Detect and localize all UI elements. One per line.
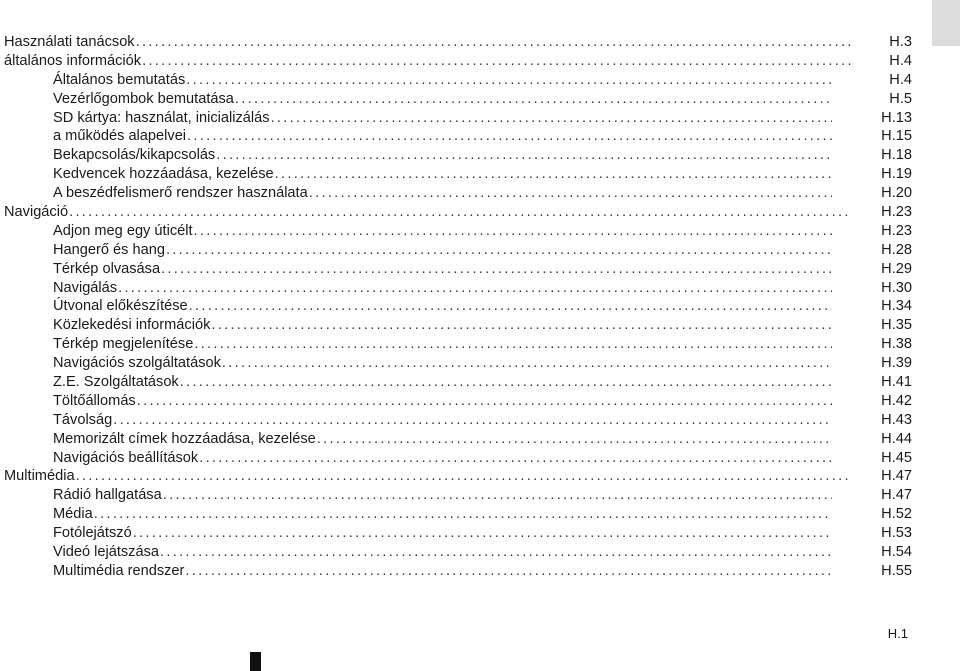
- toc-dot-leader: [136, 33, 852, 52]
- chapter-tab-marker: [932, 0, 960, 46]
- toc-entry-page: H.39: [881, 355, 912, 372]
- toc-entry-page: H.55: [881, 562, 912, 579]
- toc-entry-page: H.29: [881, 260, 912, 277]
- toc-entry-leader: [53, 260, 832, 279]
- toc-entry-leader: [53, 505, 832, 524]
- toc-dot-leader: [133, 524, 832, 543]
- toc-entry[interactable]: [4, 165, 912, 184]
- toc-entry[interactable]: [4, 52, 912, 71]
- toc-dot-leader: [180, 373, 832, 392]
- toc-dot-leader: [194, 335, 832, 354]
- toc-entry-title: Vezérlőgombok bemutatása: [53, 90, 234, 107]
- toc-entry[interactable]: [4, 543, 912, 562]
- toc-entry[interactable]: [4, 222, 912, 241]
- toc-entry-title: a működés alapelvei: [53, 128, 187, 145]
- toc-entry[interactable]: [4, 297, 912, 316]
- toc-entry[interactable]: [4, 146, 912, 165]
- toc-entry-leader: [53, 373, 832, 392]
- toc-entry-leader: [53, 109, 832, 128]
- toc-entry-page: H.4: [889, 71, 912, 88]
- toc-entry-leader: [4, 33, 852, 52]
- toc-entry-title: Média: [53, 506, 93, 523]
- toc-entry-title: Töltőállomás: [53, 392, 136, 409]
- toc-entry-page: H.4: [889, 52, 912, 69]
- toc-dot-leader: [189, 297, 832, 316]
- toc-entry[interactable]: [4, 33, 912, 52]
- toc-entry[interactable]: [4, 430, 912, 449]
- toc-entry-leader: [53, 222, 832, 241]
- toc-dot-leader: [142, 52, 852, 71]
- toc-entry[interactable]: [4, 505, 912, 524]
- toc-entry-title: Hangerő és hang: [53, 241, 165, 258]
- toc-entry-title: Térkép megjelenítése: [53, 336, 194, 353]
- toc-entry[interactable]: [4, 109, 912, 128]
- toc-entry-title: Navigációs szolgáltatások: [53, 355, 221, 372]
- toc-entry-leader: [53, 411, 832, 430]
- toc-entry-page: H.42: [881, 392, 912, 409]
- toc-entry-page: H.47: [881, 487, 912, 504]
- toc-entry-page: H.19: [881, 166, 912, 183]
- toc-dot-leader: [113, 411, 832, 430]
- binder-mark: [250, 652, 261, 671]
- toc-entry[interactable]: [4, 411, 912, 430]
- toc-entry[interactable]: [4, 467, 912, 486]
- toc-entry-title: Fotólejátszó: [53, 525, 132, 542]
- toc-entry-page: H.41: [881, 374, 912, 391]
- toc-entry-leader: [4, 52, 852, 71]
- toc-entry-page: H.45: [881, 449, 912, 466]
- toc-entry-title: Közlekedési információk: [53, 317, 211, 334]
- toc-entry-leader: [4, 467, 852, 486]
- page-number: H.1: [887, 626, 908, 641]
- toc-entry[interactable]: [4, 71, 912, 90]
- toc-entry-leader: [53, 335, 832, 354]
- toc-dot-leader: [309, 184, 832, 203]
- toc-dot-leader: [222, 354, 832, 373]
- toc-entry-title: Navigáció: [4, 204, 69, 221]
- toc-dot-leader: [271, 109, 832, 128]
- toc-dot-leader: [235, 90, 832, 109]
- toc-entry-leader: [53, 71, 832, 90]
- toc-entry-leader: [53, 127, 832, 146]
- toc-entry-page: H.43: [881, 411, 912, 428]
- toc-dot-leader: [163, 486, 832, 505]
- toc-dot-leader: [94, 505, 832, 524]
- toc-dot-leader: [216, 146, 832, 165]
- toc-entry[interactable]: [4, 184, 912, 203]
- toc-entry[interactable]: [4, 449, 912, 468]
- toc-entry-page: H.5: [889, 90, 912, 107]
- toc-dot-leader: [69, 203, 852, 222]
- toc-entry-page: H.20: [881, 185, 912, 202]
- toc-entry-leader: [53, 449, 832, 468]
- toc-entry[interactable]: [4, 127, 912, 146]
- toc-entry-page: H.38: [881, 336, 912, 353]
- toc-entry-page: H.28: [881, 241, 912, 258]
- toc-entry-title: Multimédia: [4, 468, 75, 485]
- toc-entry-title: Távolság: [53, 411, 113, 428]
- toc-dot-leader: [160, 543, 832, 562]
- toc-entry-leader: [53, 486, 832, 505]
- toc-entry-title: Memorizált címek hozzáadása, kezelése: [53, 430, 316, 447]
- toc-entry-page: H.3: [889, 34, 912, 50]
- toc-entry[interactable]: [4, 260, 912, 279]
- toc-dot-leader: [275, 165, 832, 184]
- toc-entry-title: Útvonal előkészítése: [53, 298, 188, 315]
- toc-dot-leader: [166, 241, 832, 260]
- toc-entry-page: H.34: [881, 298, 912, 315]
- toc-dot-leader: [118, 279, 832, 298]
- toc-entry[interactable]: [4, 373, 912, 392]
- toc-dot-leader: [199, 449, 832, 468]
- toc-dot-leader: [161, 260, 832, 279]
- toc-entry[interactable]: [4, 316, 912, 335]
- toc-entry-leader: [53, 184, 832, 203]
- toc-entry-title: Térkép olvasása: [53, 260, 161, 277]
- toc-entry[interactable]: [4, 562, 912, 581]
- toc-entry-leader: [53, 392, 832, 411]
- toc-entry-page: H.44: [881, 430, 912, 447]
- toc-entry-page: H.15: [881, 128, 912, 145]
- toc-entry-page: H.23: [881, 222, 912, 239]
- toc-entry-title: SD kártya: használat, inicializálás: [53, 109, 270, 126]
- toc-entry[interactable]: [4, 354, 912, 373]
- toc-entry-page: H.52: [881, 506, 912, 523]
- toc-entry[interactable]: [4, 392, 912, 411]
- toc-dot-leader: [317, 430, 832, 449]
- toc-entry-title: Adjon meg egy úticélt: [53, 222, 193, 239]
- toc-entry-page: H.23: [881, 204, 912, 221]
- toc-entry-page: H.13: [881, 109, 912, 126]
- toc-entry[interactable]: [4, 203, 912, 222]
- toc-entry[interactable]: [4, 486, 912, 505]
- table-of-contents: [4, 33, 912, 581]
- toc-entry-title: Rádió hallgatása: [53, 487, 162, 504]
- toc-entry-title: Bekapcsolás/kikapcsolás: [53, 147, 216, 164]
- toc-dot-leader: [186, 71, 832, 90]
- toc-entry[interactable]: [4, 279, 912, 298]
- toc-entry-leader: [4, 203, 852, 222]
- toc-entry-title: Multimédia rendszer: [53, 562, 185, 579]
- toc-entry-title: Általános bemutatás: [53, 71, 186, 88]
- toc-entry-title: Navigálás: [53, 279, 118, 296]
- toc-entry-leader: [53, 316, 832, 335]
- toc-entry-leader: [53, 430, 832, 449]
- toc-entry-leader: [53, 354, 832, 373]
- toc-dot-leader: [76, 467, 852, 486]
- toc-entry-page: H.35: [881, 317, 912, 334]
- toc-entry-page: H.53: [881, 525, 912, 542]
- toc-entry[interactable]: [4, 241, 912, 260]
- toc-entry-leader: [53, 279, 832, 298]
- toc-dot-leader: [137, 392, 832, 411]
- toc-dot-leader: [194, 222, 832, 241]
- toc-entry-title: A beszédfelismerő rendszer használata: [53, 185, 308, 202]
- toc-entry-title: általános információk: [4, 52, 142, 69]
- toc-entry-leader: [53, 524, 832, 543]
- toc-entry-title: Videó lejátszása: [53, 544, 160, 561]
- toc-entry-page: H.47: [881, 468, 912, 485]
- toc-entry-title: Navigációs beállítások: [53, 449, 199, 466]
- toc-dot-leader: [187, 127, 832, 146]
- toc-entry[interactable]: [4, 335, 912, 354]
- toc-entry-page: H.54: [881, 544, 912, 561]
- toc-dot-leader: [211, 316, 832, 335]
- toc-entry-leader: [53, 543, 832, 562]
- toc-entry-leader: [53, 146, 832, 165]
- toc-entry-leader: [53, 90, 832, 109]
- toc-entry-title: Kedvencek hozzáadása, kezelése: [53, 166, 274, 183]
- toc-entry-title: Használati tanácsok: [4, 34, 135, 50]
- toc-entry[interactable]: [4, 90, 912, 109]
- toc-entry[interactable]: [4, 524, 912, 543]
- toc-entry-leader: [53, 297, 832, 316]
- toc-entry-page: H.18: [881, 147, 912, 164]
- toc-entry-page: H.30: [881, 279, 912, 296]
- toc-entry-leader: [53, 241, 832, 260]
- toc-dot-leader: [185, 562, 832, 581]
- toc-entry-leader: [53, 562, 832, 581]
- toc-entry-leader: [53, 165, 832, 184]
- toc-entry-title: Z.E. Szolgáltatások: [53, 374, 179, 391]
